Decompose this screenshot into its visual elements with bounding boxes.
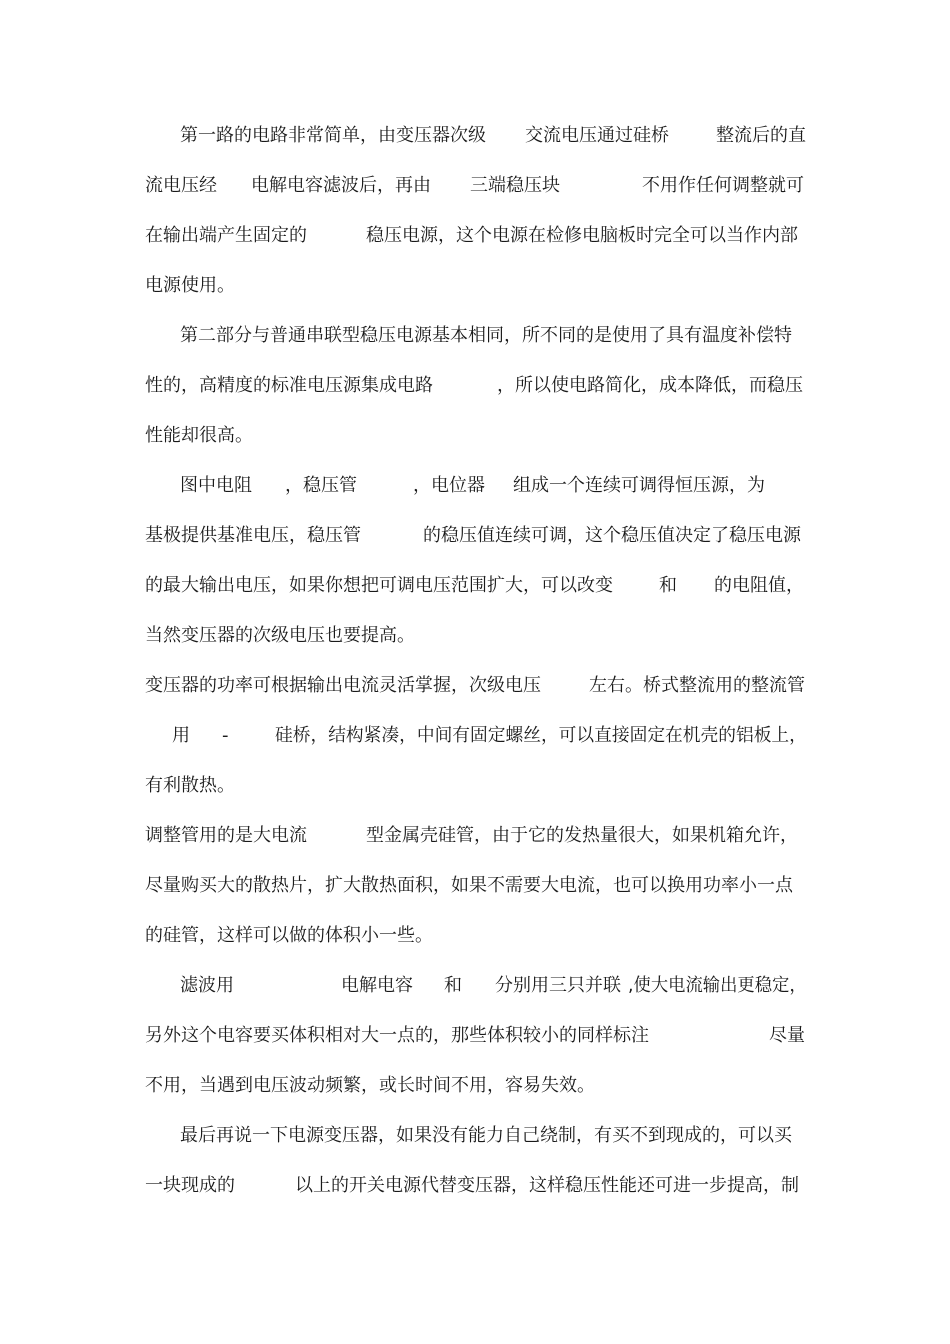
text-fragment: ，所以使电路简化，成本降低，而稳压 [497, 375, 803, 396]
text-line [145, 171, 807, 201]
text-line [145, 371, 807, 401]
text-line [145, 221, 807, 251]
text-fragment: 不用，当遇到电压波动频繁，或长时间不用，容易失效。 [145, 1075, 595, 1096]
text-fragment: 不用作任何调整就可 [642, 175, 804, 196]
text-fragment: 第二部分与普通串联型稳压电源基本相同，所不同的是使用了具有温度补偿特 [180, 325, 792, 346]
text-fragment: 图中电阻 [180, 475, 252, 496]
text-fragment: 基极提供基准电压，稳压管 [145, 525, 361, 546]
text-fragment: 交流电压通过硅桥 [525, 125, 669, 146]
text-fragment: 和 [444, 975, 462, 996]
text-fragment: 左右。桥式整流用的整流管 [589, 675, 805, 696]
text-line [145, 1171, 807, 1201]
text-fragment: 电解电容滤波后，再由 [251, 175, 431, 196]
text-line [145, 321, 807, 351]
text-fragment: 稳压电源，这个电源在检修电脑板时完全可以当作内部 [366, 225, 798, 246]
text-fragment: 的最大输出电压，如果你想把可调电压范围扩大，可以改变 [145, 575, 613, 596]
text-fragment: 电源使用。 [145, 275, 235, 296]
text-fragment: ，稳压管 [285, 475, 357, 496]
text-line [145, 1021, 807, 1051]
text-fragment: 型金属壳硅管，由于它的发热量很大，如果机箱允许， [366, 825, 798, 846]
text-line [145, 671, 807, 701]
text-fragment: 在输出端产生固定的 [145, 225, 307, 246]
text-fragment: 一块现成的 [145, 1175, 235, 1196]
text-fragment: ,使大电流输出更稳定， [628, 975, 807, 996]
text-fragment: 尽量 [769, 1025, 805, 1046]
text-line [145, 471, 807, 501]
text-fragment: 和 [659, 575, 677, 596]
text-line [145, 971, 807, 1001]
text-line [145, 121, 807, 151]
text-line [145, 621, 807, 651]
text-fragment: 流电压经 [145, 175, 217, 196]
text-fragment: 用 [172, 725, 190, 746]
text-line [145, 921, 807, 951]
text-fragment: 调整管用的是大电流 [145, 825, 307, 846]
text-fragment: 分别用三只并联 [495, 975, 621, 996]
text-line [145, 871, 807, 901]
text-fragment: 当然变压器的次级电压也要提高。 [145, 625, 415, 646]
text-line [145, 421, 807, 451]
text-fragment: - [222, 725, 229, 746]
text-fragment: 硅桥，结构紧凑，中间有固定螺丝，可以直接固定在机壳的铝板上， [275, 725, 807, 746]
text-fragment: 另外这个电容要买体积相对大一点的，那些体积较小的同样标注 [145, 1025, 649, 1046]
text-line [145, 821, 807, 851]
text-fragment: 尽量购买大的散热片，扩大散热面积，如果不需要大电流，也可以换用功率小一点 [145, 875, 793, 896]
text-fragment: 的电阻值， [714, 575, 804, 596]
text-fragment: 三端稳压块 [470, 175, 560, 196]
text-fragment: 最后再说一下电源变压器，如果没有能力自己绕制，有买不到现成的，可以买 [180, 1125, 792, 1146]
text-fragment: 以上的开关电源代替变压器，这样稳压性能还可进一步提高，制 [295, 1175, 799, 1196]
text-fragment: 的稳压值连续可调，这个稳压值决定了稳压电源 [423, 525, 801, 546]
text-fragment: 整流后的直 [716, 125, 806, 146]
text-line [145, 271, 807, 301]
text-line [145, 1121, 807, 1151]
text-fragment: 滤波用 [180, 975, 234, 996]
text-fragment: 性能却很高。 [145, 425, 253, 446]
text-line [145, 521, 807, 551]
text-fragment: 性的，高精度的标准电压源集成电路 [145, 375, 433, 396]
text-fragment: 的硅管，这样可以做的体积小一些。 [145, 925, 433, 946]
text-line [145, 571, 807, 601]
text-fragment: 变压器的功率可根据输出电流灵活掌握，次级电压 [145, 675, 541, 696]
text-fragment: 第一路的电路非常简单，由变压器次级 [180, 125, 486, 146]
text-fragment: 电解电容 [341, 975, 413, 996]
text-line [145, 721, 807, 751]
text-line [145, 1071, 807, 1101]
text-fragment: 有利散热。 [145, 775, 235, 796]
text-fragment: ，电位器 [413, 475, 485, 496]
text-fragment: 组成一个连续可调得恒压源，为 [513, 475, 765, 496]
text-line [145, 771, 807, 801]
